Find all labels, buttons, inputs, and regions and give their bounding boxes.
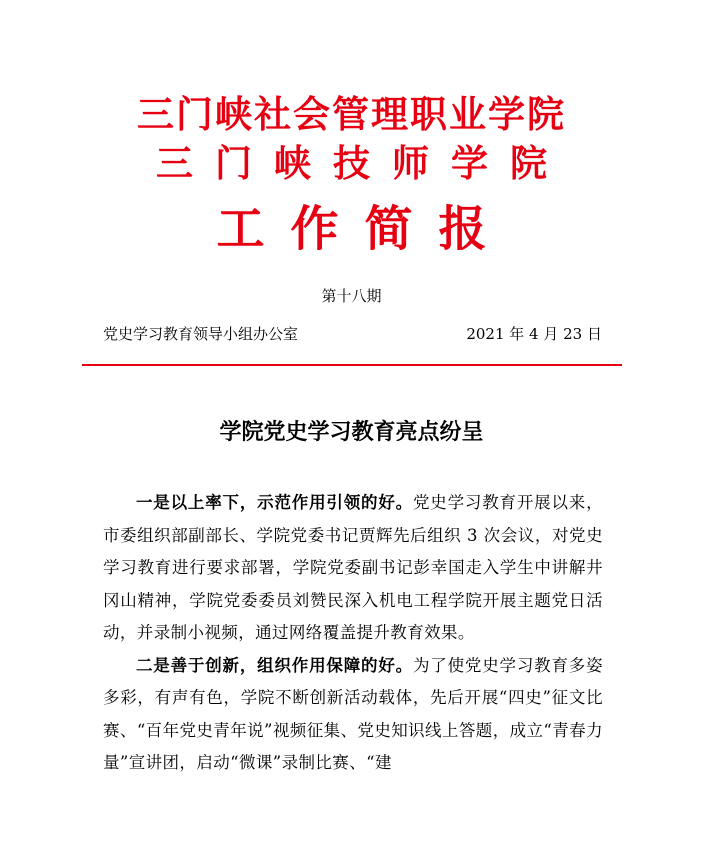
- paragraph-1-text: 党史学习教育开展以来，市委组织部副部长、学院党委书记贾辉先后组织 3 次会议，对党史学习教育进行要求部署，学院党委副书记彭幸国走入学生中讲解井冈山精神，学院党委委员刘赞民深入机电工程学院开展主题党日活动，并录制小视频，通过网络覆盖提升教育效果。: [103, 493, 603, 642]
- paragraph-1-lead: 一是以上率下，示范作用引领的好。: [136, 493, 413, 512]
- masthead-school-name: 三门峡社会管理职业学院: [137, 92, 566, 136]
- article-body: [103, 487, 603, 780]
- paragraph-2-lead: 二是善于创新，组织作用保障的好。: [136, 655, 413, 675]
- article-title: 学院党史学习教育亮点纷呈: [219, 419, 484, 445]
- issuing-office: 党史学习教育领导小组办公室: [103, 325, 299, 343]
- masthead-technician-school-name: 三门峡技师学院: [156, 141, 569, 185]
- red-divider-line: [82, 364, 622, 366]
- masthead-bulletin-title: 工作简报: [216, 201, 513, 257]
- paragraph-2: [103, 650, 603, 780]
- paragraph-1: [103, 487, 603, 650]
- paragraph-2-text: 为了使党史学习教育多姿多彩，有声有色，学院不断创新活动载体，先后开展“四史”征文比赛、“百年党史青年说”视频征集、党史知识线上答题，成立“青春力量”宣讲团，启动“微课”录制比赛、“建: [103, 655, 603, 772]
- issue-number: 第十八期: [321, 287, 382, 305]
- issue-date: 2021 年 4 月 23 日: [466, 325, 602, 343]
